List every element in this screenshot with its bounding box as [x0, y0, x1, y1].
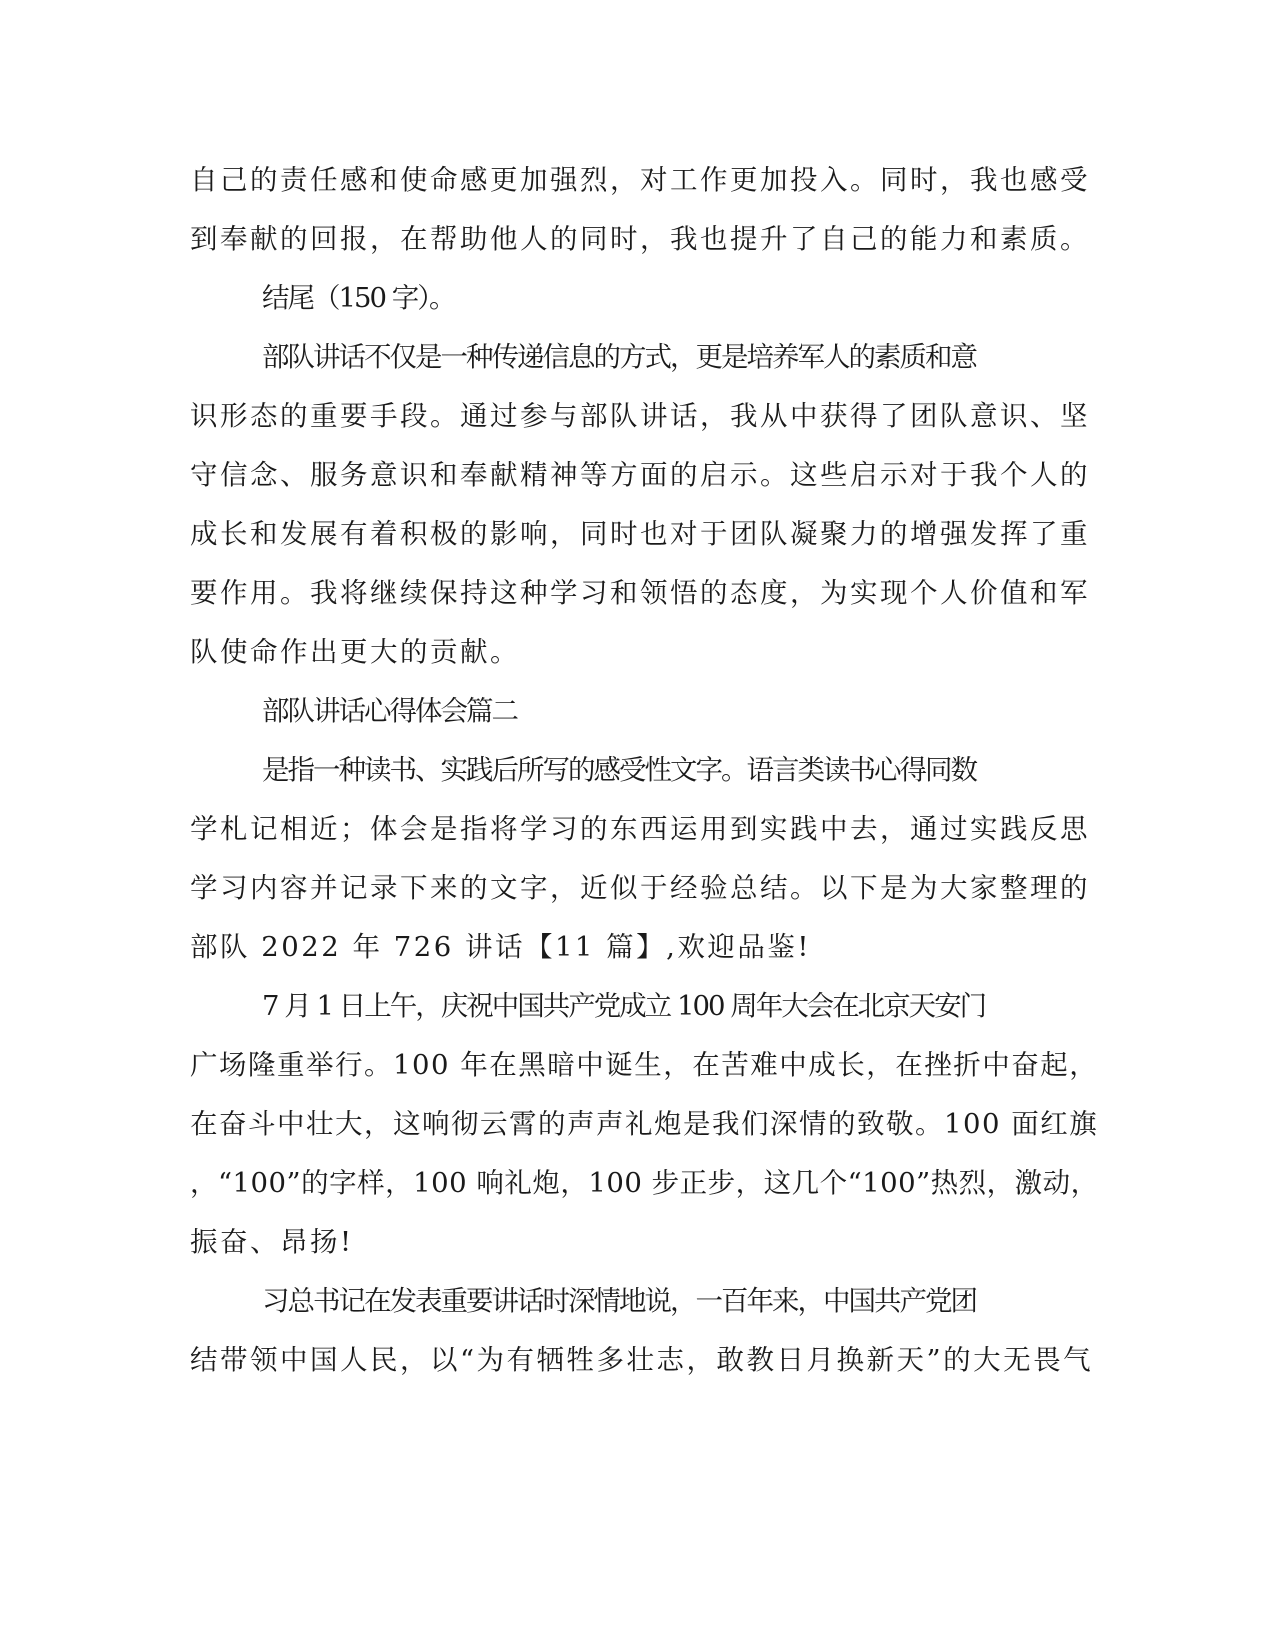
text-line: 在奋斗中壮大，这响彻云霄的声声礼炮是我们深情的致敬。100 面红旗 — [190, 1108, 1099, 1140]
text-line: 成长和发展有着积极的影响，同时也对于团队凝聚力的增强发挥了重 — [190, 518, 1090, 550]
text-line: 识形态的重要手段。通过参与部队讲话，我从中获得了团队意识、坚 — [190, 400, 1090, 432]
text-line: 学习内容并记录下来的文字，近似于经验总结。以下是为大家整理的 — [190, 872, 1090, 904]
text-line: 学札记相近；体会是指将学习的东西运用到实践中去，通过实践反思 — [190, 813, 1090, 845]
text-line: 是指一种读书、实践后所写的感受性文字。语言类读书心得同数 — [262, 754, 976, 786]
text-line: 7 月 1 日上午，庆祝中国共产党成立 100 周年大会在北京天安门 — [262, 990, 986, 1022]
article-title: 部队讲话心得体会篇二 — [262, 695, 517, 727]
text-line: 部队讲话不仅是一种传递信息的方式，更是培养军人的素质和意 — [262, 341, 976, 373]
text-line: 习总书记在发表重要讲话时深情地说，一百年来，中国共产党团 — [262, 1285, 976, 1317]
text-line: 要作用。我将继续保持这种学习和领悟的态度，为实现个人价值和军 — [190, 577, 1090, 609]
text-line: 广场隆重举行。100 年在黑暗中诞生，在苦难中成长，在挫折中奋起， — [190, 1049, 1099, 1081]
section-heading: 结尾（150 字）。 — [262, 282, 455, 314]
text-line: 到奉献的回报，在帮助他人的同时，我也提升了自己的能力和素质。 — [190, 223, 1090, 255]
text-line: 队使命作出更大的贡献。 — [190, 636, 520, 668]
text-line: 结带领中国人民，以“为有牺牲多壮志，敢教日月换新天”的大无畏气 — [190, 1344, 1094, 1376]
text-line: 振奋、昂扬! — [190, 1226, 354, 1258]
text-line: 自己的责任感和使命感更加强烈，对工作更加投入。同时，我也感受 — [190, 164, 1090, 196]
text-line: 守信念、服务意识和奉献精神等方面的启示。这些启示对于我个人的 — [190, 459, 1090, 491]
text-line: ，“100”的字样，100 响礼炮，100 步正步，这几个“100”热烈，激动， — [190, 1167, 1099, 1199]
text-line: 部队 2022 年 726 讲话【11 篇】,欢迎品鉴! — [190, 931, 811, 963]
